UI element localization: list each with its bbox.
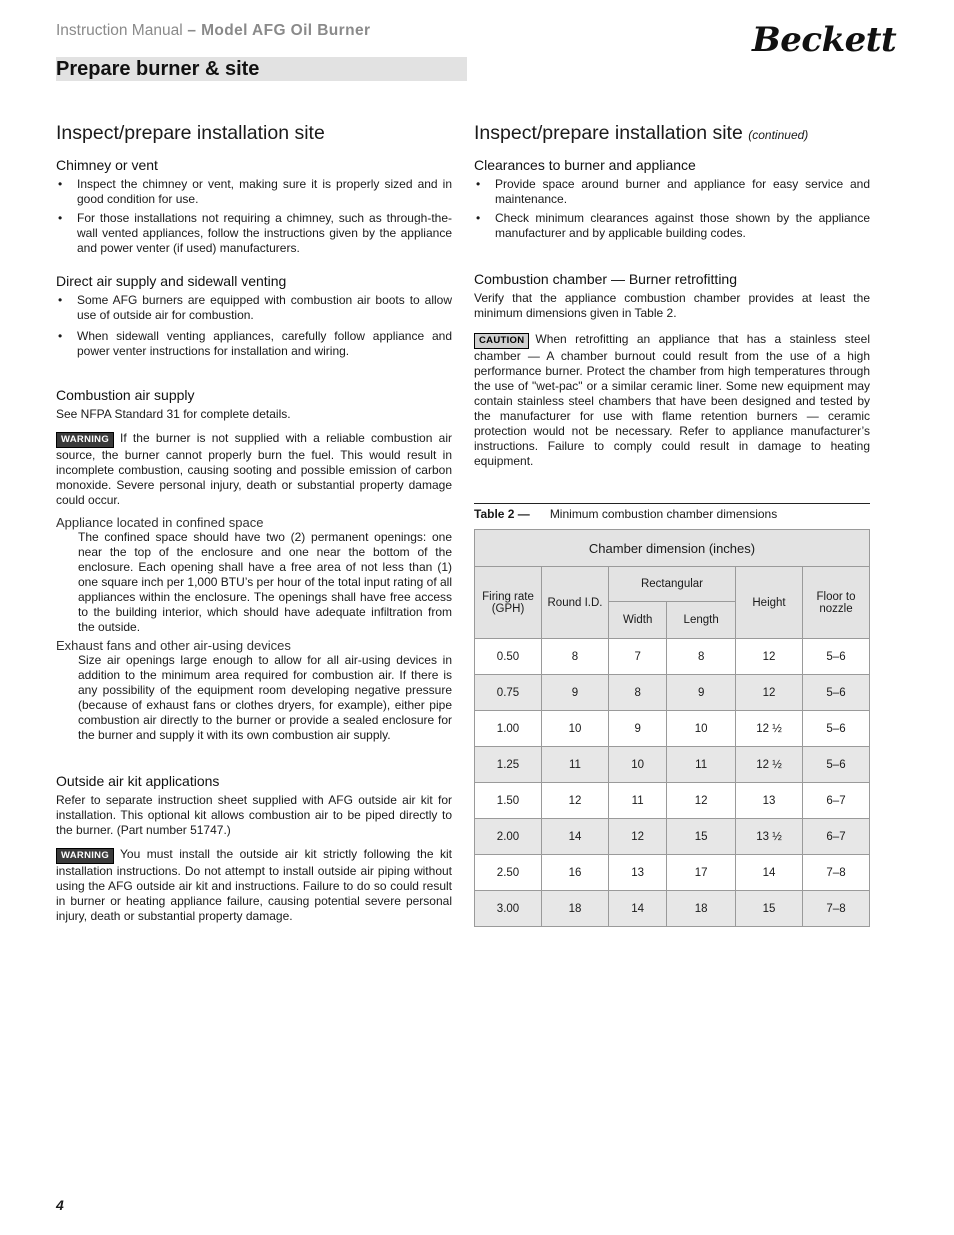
table-cell: 14 bbox=[542, 819, 609, 855]
table-caption-text: Minimum combustion chamber dimensions bbox=[549, 507, 778, 521]
manual-title bbox=[56, 22, 370, 40]
direct-air-heading: Direct air supply and sidewall venting bbox=[56, 273, 287, 289]
list-item: • For those installations not requiring a chimney, such as through-the-wall vented appliances, follow the instructions given by the appliance and power venter (if used) manufacturers. bbox=[56, 211, 452, 256]
manual-prefix: Instruction Manual bbox=[56, 22, 183, 39]
table-cell: 5–6 bbox=[803, 675, 870, 711]
table-cell: 15 bbox=[667, 819, 736, 855]
warning-text: You must install the outside air kit strictly following the kit installation instructions. Do not attempt to install outside air piping without using the AFG outside air kit and instructions. Failure to do so could result in burner or heating appliance failure, causing potential severe personal injury, death or substantial property damage. bbox=[56, 847, 452, 923]
direct-air-list bbox=[56, 293, 452, 359]
confined-space-text: The confined space should have two (2) permanent openings: one near the top of the enclosure and one near the bottom of the enclosure. Each opening shall have a free area of not less than (1) one square inch per 1,000 BTU’s per hour of the total input rating of all appliances within the enclosure. The openings shall have free access to the building interior, which should have adequate infiltration from the outside. bbox=[78, 530, 453, 634]
table-group-header: Chamber dimension (inches) bbox=[475, 530, 870, 567]
table-row bbox=[475, 639, 870, 675]
list-item: • When sidewall venting appliances, carefully follow appliance and power venter instructions for installation and wiring. bbox=[56, 329, 452, 359]
table-cell: 11 bbox=[609, 783, 667, 819]
page-number: 4 bbox=[56, 1197, 64, 1213]
chimney-list bbox=[56, 177, 452, 256]
outside-air-heading: Outside air kit applications bbox=[56, 773, 220, 789]
table-cell: 9 bbox=[609, 711, 667, 747]
table-cell: 5–6 bbox=[803, 639, 870, 675]
warning-badge: WARNING bbox=[56, 432, 114, 448]
right-title-text: Inspect/prepare installation site bbox=[474, 122, 743, 144]
outside-air-warning bbox=[56, 847, 452, 924]
table-cell: 13 bbox=[736, 783, 803, 819]
table-cell: 12 bbox=[609, 819, 667, 855]
col-header-width: Width bbox=[609, 602, 667, 639]
table-cell: 12 ½ bbox=[736, 747, 803, 783]
table-cell: 8 bbox=[667, 639, 736, 675]
table-cell: 7–8 bbox=[803, 855, 870, 891]
col-header-firing-rate: Firing rate (GPH) bbox=[475, 567, 542, 639]
table-row bbox=[475, 747, 870, 783]
table-cell: 7–8 bbox=[803, 891, 870, 927]
right-title bbox=[474, 122, 870, 145]
manual-model: – Model AFG Oil Burner bbox=[182, 22, 371, 39]
table-cell: 9 bbox=[667, 675, 736, 711]
left-column bbox=[56, 122, 452, 924]
chimney-heading: Chimney or vent bbox=[56, 157, 158, 173]
col-header-floor-to-nozzle: Floor to nozzle bbox=[803, 567, 870, 639]
caution-badge: CAUTION bbox=[474, 333, 529, 349]
warning-badge: WARNING bbox=[56, 848, 114, 864]
outside-air-intro: Refer to separate instruction sheet supplied with AFG outside air kit for installation. This optional kit allows combustion air to be piped directly to the burner. (Part number 51747.) bbox=[56, 793, 452, 837]
warning-text: If the burner is not supplied with a reliable combustion air source, the burner cannot properly burn the fuel. This would result in incomplete combustion, causing sooting and possible emission of carbon monoxide. Severe personal injury, death or substantial property damage could occur. bbox=[56, 431, 452, 507]
table-caption bbox=[474, 503, 870, 529]
table-cell: 1.25 bbox=[475, 747, 542, 783]
table-row bbox=[475, 819, 870, 855]
table-cell: 10 bbox=[542, 711, 609, 747]
list-item: • Check minimum clearances against those shown by the appliance manufacturer and by applicable building codes. bbox=[474, 211, 870, 241]
table-cell: 6–7 bbox=[803, 783, 870, 819]
col-header-height: Height bbox=[736, 567, 803, 639]
table-row bbox=[475, 783, 870, 819]
table-cell: 10 bbox=[609, 747, 667, 783]
table-cell: 14 bbox=[736, 855, 803, 891]
clearances-heading: Clearances to burner and appliance bbox=[474, 157, 696, 173]
confined-space-heading: Appliance located in confined space bbox=[56, 515, 264, 530]
table-cell: 12 bbox=[542, 783, 609, 819]
continued-label: (continued) bbox=[748, 128, 809, 142]
table-cell: 8 bbox=[542, 639, 609, 675]
table-cell: 6–7 bbox=[803, 819, 870, 855]
table-cell: 17 bbox=[667, 855, 736, 891]
chamber-intro: Verify that the appliance combustion chamber provides at least the minimum dimensions given in Table 2. bbox=[474, 291, 870, 320]
table-cell: 2.50 bbox=[475, 855, 542, 891]
col-header-length: Length bbox=[667, 602, 736, 639]
table-cell: 5–6 bbox=[803, 711, 870, 747]
table-cell: 12 bbox=[667, 783, 736, 819]
exhaust-heading: Exhaust fans and other air-using devices bbox=[56, 638, 291, 653]
list-item: • Provide space around burner and appliance for easy service and maintenance. bbox=[474, 177, 870, 207]
table-cell: 12 bbox=[736, 639, 803, 675]
table-cell: 8 bbox=[609, 675, 667, 711]
table-cell: 18 bbox=[542, 891, 609, 927]
section-title-bar bbox=[56, 57, 467, 81]
table-cell: 7 bbox=[609, 639, 667, 675]
chamber-heading: Combustion chamber — Burner retrofitting bbox=[474, 271, 737, 287]
table-cell: 1.50 bbox=[475, 783, 542, 819]
table-cell: 12 ½ bbox=[736, 711, 803, 747]
table-cell: 13 bbox=[609, 855, 667, 891]
table-cell: 3.00 bbox=[475, 891, 542, 927]
table-cell: 16 bbox=[542, 855, 609, 891]
exhaust-text: Size air openings large enough to allow for all air-using devices in addition to the minimum area required for combustion air. If there is any possibility of the equipment room developing negative pressure (because of exhaust fans or clothes dryers, for example), either pipe combustion air directly to the burner or provide a sealed enclosure for the burner and supply it with its own combustion air supply. bbox=[78, 653, 452, 742]
table-cell: 9 bbox=[542, 675, 609, 711]
table-cell: 13 ½ bbox=[736, 819, 803, 855]
table-cell: 11 bbox=[542, 747, 609, 783]
combustion-air-intro: See NFPA Standard 31 for complete details. bbox=[56, 407, 291, 421]
col-header-round-id: Round I.D. bbox=[542, 567, 609, 639]
chamber-caution bbox=[474, 332, 870, 469]
list-item: • Some AFG burners are equipped with combustion air boots to allow use of outside air for combustion. bbox=[56, 293, 452, 323]
combustion-air-warning bbox=[56, 431, 452, 508]
section-title: Prepare burner & site bbox=[56, 58, 260, 80]
table-label: Table 2 — bbox=[474, 507, 530, 521]
table-cell: 5–6 bbox=[803, 747, 870, 783]
chamber-dimensions-table bbox=[474, 529, 870, 927]
table-row bbox=[475, 711, 870, 747]
table-cell: 2.00 bbox=[475, 819, 542, 855]
table-cell: 12 bbox=[736, 675, 803, 711]
combustion-air-heading: Combustion air supply bbox=[56, 387, 195, 403]
clearances-list bbox=[474, 177, 870, 241]
table-cell: 18 bbox=[667, 891, 736, 927]
table-cell: 14 bbox=[609, 891, 667, 927]
table-row bbox=[475, 855, 870, 891]
brand-logo: Beckett bbox=[752, 20, 897, 60]
table-cell: 10 bbox=[667, 711, 736, 747]
caution-text: When retrofitting an appliance that has a stainless steel chamber — A chamber burnout could result from the use of a high performance burner. Protect the chamber from high temperatures through the use of "wet-pac" or a similar ceramic liner. Some new equipment may contain stainless steel chambers that have been designed and tested by the manufacturer for use with flame retention burners — ceramic protection would not be necessary. Refer to appliance manufacturer’s instructions. Failure to comply could result in damage to heating equipment. bbox=[474, 332, 870, 468]
left-title: Inspect/prepare installation site bbox=[56, 122, 325, 144]
right-column bbox=[474, 122, 870, 927]
table-cell: 1.00 bbox=[475, 711, 542, 747]
list-item: • Inspect the chimney or vent, making sure it is properly sized and in good condition for use. bbox=[56, 177, 452, 207]
table-body bbox=[475, 639, 870, 927]
table-row bbox=[475, 891, 870, 927]
table-row bbox=[475, 675, 870, 711]
table-cell: 0.50 bbox=[475, 639, 542, 675]
table-cell: 0.75 bbox=[475, 675, 542, 711]
table-cell: 11 bbox=[667, 747, 736, 783]
table-cell: 15 bbox=[736, 891, 803, 927]
col-header-rectangular: Rectangular bbox=[609, 567, 736, 602]
